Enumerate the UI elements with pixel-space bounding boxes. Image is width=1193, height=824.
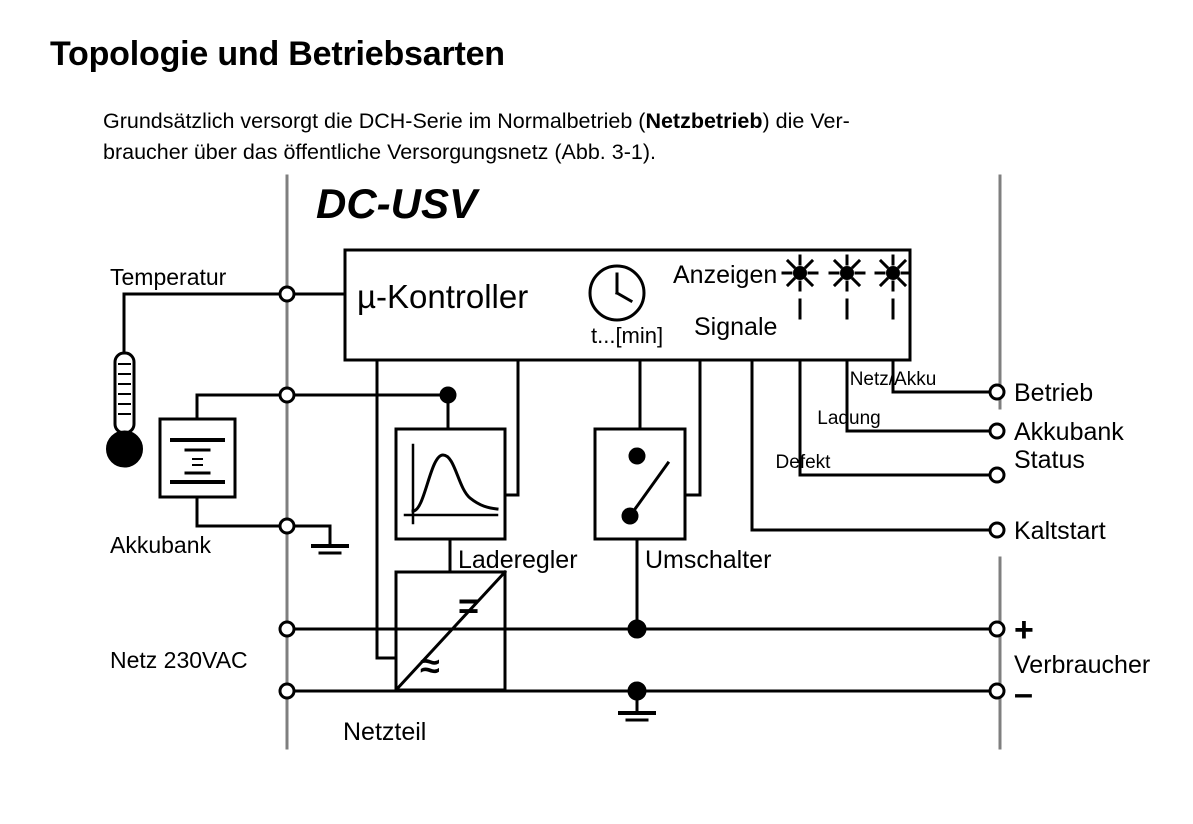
label-laderegler: Laderegler	[458, 546, 578, 574]
label-anzeigen: Anzeigen	[673, 261, 778, 289]
label-kaltstart: Kaltstart	[1014, 517, 1106, 545]
terminal-netz-n	[280, 684, 294, 698]
label-akkubank-right: Akkubank	[1014, 418, 1124, 446]
node-temperature	[280, 287, 294, 301]
terminal-netz-l	[280, 622, 294, 636]
intro-text-part2: ) die Ver-	[762, 108, 850, 133]
label-minus: –	[1014, 675, 1033, 713]
intro-text-part1: Grundsätzlich versorgt die DCH-Serie im Normalbetrieb (	[103, 108, 646, 133]
label-timer-unit: t...[min]	[591, 323, 664, 348]
junction-akku-bus	[441, 388, 455, 402]
label-netz-akku: Netz/Akku	[849, 369, 937, 390]
indicator-icon-3	[876, 256, 910, 290]
label-betrieb: Betrieb	[1014, 379, 1094, 407]
label-controller: µ-Kontroller	[357, 278, 529, 315]
terminal-minus	[990, 684, 1004, 698]
symbol-dc: =	[458, 585, 480, 626]
indicator-icons	[783, 256, 910, 318]
terminal-akkubank	[990, 424, 1004, 438]
indicator-icon-2	[830, 256, 864, 290]
diagram-title: DC-USV	[316, 180, 478, 227]
node-akku-minus	[280, 519, 294, 533]
terminal-status	[990, 468, 1004, 482]
terminal-plus	[990, 622, 1004, 636]
temperature-sensor-icon	[108, 353, 142, 466]
page-title: Topologie und Betriebsarten	[50, 34, 505, 73]
label-signale: Signale	[694, 313, 778, 341]
label-netz: Netz 230VAC	[110, 647, 248, 673]
label-netzteil: Netzteil	[343, 718, 427, 746]
intro-paragraph	[103, 106, 1168, 168]
terminal-betrieb	[990, 385, 1004, 399]
switch-contact-top	[630, 449, 644, 463]
label-status: Status	[1014, 446, 1085, 474]
symbol-ac: ≈	[420, 645, 440, 686]
label-akkubank-left: Akkubank	[110, 532, 212, 558]
label-defekt: Defekt	[775, 452, 831, 473]
topology-figure	[0, 168, 1193, 768]
label-temperatur: Temperatur	[110, 264, 227, 290]
indicator-icon-1	[783, 256, 817, 290]
terminal-kaltstart	[990, 523, 1004, 537]
intro-text-bold: Netzbetrieb	[645, 108, 763, 133]
label-plus: +	[1014, 611, 1034, 649]
umschalter-box	[595, 429, 685, 539]
node-akku-plus	[280, 388, 294, 402]
label-umschalter: Umschalter	[645, 546, 772, 574]
label-ladung: Ladung	[817, 408, 881, 429]
intro-text-line2: braucher über das öffentliche Versorgungsnetz (Abb. 3-1).	[103, 139, 656, 164]
ground-symbol-bottom	[620, 713, 654, 720]
label-verbraucher: Verbraucher	[1014, 651, 1151, 679]
ground-symbol-left	[313, 546, 347, 553]
